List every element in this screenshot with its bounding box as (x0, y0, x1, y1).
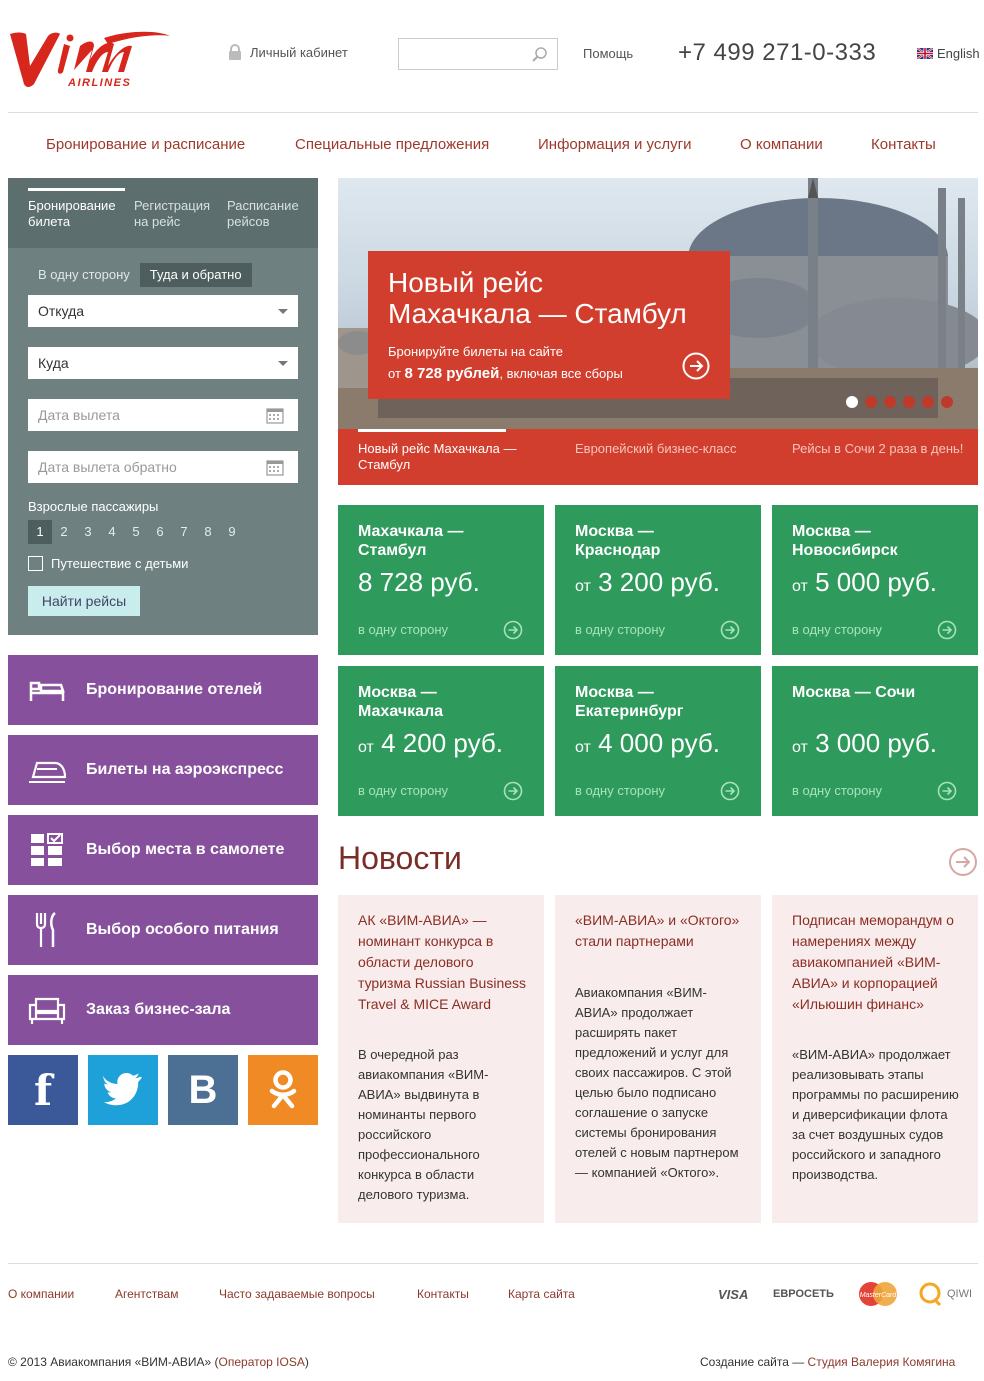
special-meal-button[interactable] (8, 895, 318, 965)
calendar-icon[interactable] (266, 406, 284, 424)
route-name (575, 683, 745, 721)
pax-option[interactable]: 6 (156, 524, 164, 539)
promo-title-line: Махачкала — Стамбул (388, 298, 687, 329)
travel-with-kids[interactable] (28, 556, 188, 571)
route-line: Махачкала — (358, 523, 464, 540)
qiwi-label: QIWI (947, 1288, 973, 1300)
arrow-right-circle-icon[interactable] (682, 352, 710, 380)
hero-banner (338, 178, 978, 485)
odnoklassniki-icon[interactable] (248, 1055, 318, 1125)
slider-tab[interactable] (792, 441, 963, 457)
arrow-right-circle-icon[interactable] (720, 620, 740, 640)
vk-icon[interactable]: B (168, 1055, 238, 1125)
tab-line: Расписание (227, 198, 299, 213)
service-label: Бронирование отелей (86, 681, 263, 698)
aeroexpress-button[interactable] (8, 735, 318, 805)
pax-option[interactable]: 3 (84, 524, 92, 539)
nav-special-offers[interactable]: Специальные предложения (295, 136, 490, 153)
news-card[interactable] (338, 895, 544, 1223)
route-line: Махачкала (358, 703, 444, 720)
route-name (358, 683, 528, 721)
route-line: Москва — (792, 523, 871, 540)
price-value: 8 728 руб. (358, 567, 480, 597)
visa-logo (718, 1280, 748, 1308)
trip-direction (28, 263, 252, 287)
depart-date-placeholder: Дата вылета (38, 407, 120, 423)
to-value: Куда (38, 355, 69, 371)
route-name (792, 522, 962, 560)
route-tile[interactable] (772, 666, 978, 816)
tab-line: на рейс (134, 214, 181, 229)
from-word: от (388, 366, 401, 381)
arrow-right-circle-icon[interactable] (937, 620, 957, 640)
promo-rest: , включая все сборы (499, 366, 623, 381)
arrow-right-circle-icon[interactable] (937, 781, 957, 801)
nav-booking[interactable]: Бронирование и расписание (46, 136, 246, 153)
service-label: Заказ бизнес-зала (86, 1001, 231, 1018)
price-value: 4 200 руб. (381, 728, 503, 758)
footer-link-about[interactable]: О компании (8, 1287, 75, 1301)
pax-option[interactable]: 1 (28, 520, 52, 544)
arrow-right-circle-icon[interactable] (503, 620, 523, 640)
slider-tab-line: Стамбул (358, 457, 411, 472)
studio-credit (700, 1355, 955, 1369)
studio-prefix: Создание сайта — (700, 1355, 808, 1369)
price-value: 3 000 руб. (815, 728, 937, 758)
route-price (575, 567, 720, 602)
seat-grid-icon (8, 833, 86, 867)
news-body: В очередной раз авиакомпания «ВИМ-АВИА» выдвинута в номинанты первого российского профессионального конкурса в области делового туризма. (358, 1047, 489, 1202)
studio-link[interactable]: Студия Валерия Комягина (807, 1355, 956, 1369)
from-value: Откуда (38, 303, 85, 319)
route-line: Краснодар (575, 542, 661, 559)
route-line: Стамбул (358, 542, 427, 559)
slider-dot[interactable] (941, 396, 953, 408)
from-word: от (358, 739, 374, 756)
route-name (358, 522, 528, 560)
route-line: Екатеринбург (575, 703, 684, 720)
iosa-link[interactable]: Оператор IOSA (218, 1355, 305, 1369)
pax-option[interactable]: 5 (132, 524, 140, 539)
booking-panel (8, 178, 318, 635)
arrow-right-circle-icon[interactable] (948, 847, 978, 877)
route-line: Москва — (358, 684, 437, 701)
route-price (792, 728, 937, 763)
slider-dot[interactable] (865, 396, 877, 408)
chevron-down-icon (278, 361, 288, 366)
pax-option[interactable]: 9 (228, 524, 236, 539)
promo-subtitle (388, 341, 623, 385)
slider-dot[interactable] (903, 396, 915, 408)
slider-tab-indicator (358, 429, 506, 432)
price-value: 3 200 руб. (598, 567, 720, 597)
depart-date-field[interactable] (28, 399, 298, 431)
footer-link-sitemap[interactable]: Карта сайта (508, 1287, 575, 1301)
footer-divider (8, 1263, 978, 1264)
promo-title (388, 267, 687, 329)
promo-title-line: Новый рейс (388, 267, 543, 298)
hotel-booking-button[interactable] (8, 655, 318, 725)
service-label: Выбор особого питания (86, 921, 279, 938)
route-line: Новосибирск (792, 542, 898, 559)
tab-ticket-booking[interactable] (28, 198, 116, 230)
one-way-note: в одну сторону (792, 783, 883, 798)
qiwi-icon (918, 1281, 944, 1307)
slider-tab[interactable] (575, 441, 736, 457)
promo-sub-line: Бронируйте билеты на сайте (388, 344, 563, 359)
tab-schedule[interactable] (227, 198, 299, 230)
active-tab-indicator (28, 188, 125, 191)
route-name (792, 683, 962, 702)
kids-checkbox[interactable] (28, 556, 43, 571)
pax-option[interactable]: 7 (180, 524, 188, 539)
qiwi-logo (918, 1280, 972, 1308)
route-tile[interactable] (772, 505, 978, 655)
news-body: Авиакомпания «ВИМ-АВИА» продолжает расширять пакет предложений и услуг для своих пассажиров. С этой целью было подписано соглашение о запуске системы бронирования отелей с новым партнером — компанией «Октого». (575, 985, 739, 1180)
visa-label: VISA (718, 1286, 749, 1302)
route-line: Москва — (575, 523, 654, 540)
arrow-right-circle-icon[interactable] (720, 781, 740, 801)
news-card[interactable] (772, 895, 978, 1223)
mastercard-logo (856, 1280, 900, 1308)
footer-link-faq[interactable]: Часто задаваемые вопросы (219, 1287, 375, 1301)
route-line: Москва — (575, 684, 654, 701)
tab-line: Бронирование (28, 198, 116, 213)
news-title[interactable]: Подписан меморандум о намерениях между авиакомпанией «ВИМ-АВИА» и корпорацией «Ильюшин финанс» (792, 912, 954, 1012)
news-title[interactable]: «ВИМ-АВИА» и «Октого» стали партнерами (575, 912, 740, 949)
language-label: English (937, 46, 980, 61)
tab-line: билета (28, 214, 71, 229)
search-input[interactable] (399, 39, 525, 69)
kids-label: Путешествие с детьми (51, 556, 189, 571)
slider-tabs (338, 429, 978, 485)
one-way-note: в одну сторону (358, 622, 449, 637)
return-date-placeholder: Дата вылета обратно (38, 459, 177, 475)
lock-icon (228, 44, 242, 60)
from-word: от (792, 739, 808, 756)
route-price (358, 728, 503, 763)
mastercard-label: MasterCard (859, 1292, 897, 1299)
arrow-right-circle-icon[interactable] (503, 781, 523, 801)
pax-option[interactable]: 4 (108, 524, 116, 539)
from-word: от (792, 578, 808, 595)
copyright-text: © 2013 Авиакомпания «ВИМ-АВИА» ( (8, 1355, 219, 1369)
price-value: 5 000 руб. (815, 567, 937, 597)
evroset-logo (773, 1280, 834, 1308)
one-way-button[interactable]: В одну сторону (38, 267, 130, 282)
slider-tab-line: Новый рейс Махачкала — (358, 441, 517, 456)
route-price (575, 728, 720, 763)
from-select[interactable] (28, 295, 298, 327)
booking-tabs (8, 178, 318, 248)
nav-info-services[interactable]: Информация и услуги (538, 136, 692, 153)
footer-link-contacts[interactable]: Контакты (417, 1287, 469, 1301)
from-word: от (575, 578, 591, 595)
service-label: Билеты на аэроэкспресс (86, 761, 284, 778)
uk-flag-icon (917, 48, 933, 59)
adult-passengers-label: Взрослые пассажиры (28, 499, 159, 514)
promo-price: 8 728 рублей (404, 365, 500, 382)
route-tile[interactable] (338, 666, 544, 816)
fork-knife-icon (8, 912, 86, 948)
chevron-down-icon (278, 309, 288, 314)
one-way-note: в одну сторону (358, 783, 449, 798)
bed-icon (8, 675, 86, 705)
personal-cabinet-label: Личный кабинет (250, 44, 348, 60)
price-value: 4 000 руб. (598, 728, 720, 758)
tab-checkin[interactable] (134, 198, 210, 230)
from-word: от (575, 739, 591, 756)
route-tile[interactable] (338, 505, 544, 655)
header-divider (8, 112, 978, 113)
header (0, 0, 984, 112)
calendar-icon[interactable] (266, 458, 284, 476)
twitter-icon[interactable] (88, 1055, 158, 1125)
pax-option[interactable]: 2 (60, 524, 68, 539)
train-icon (8, 755, 86, 785)
return-date-field[interactable] (28, 451, 298, 483)
one-way-note: в одну сторону (575, 783, 666, 798)
news-body: «ВИМ-АВИА» продолжает реализовывать этапы программы по расширению и диверсификации флота за счет воздушных судов российского и западного производства. (792, 1047, 959, 1182)
route-tile[interactable] (555, 666, 761, 816)
personal-cabinet-link[interactable] (228, 44, 348, 60)
route-price (792, 567, 937, 602)
footer-link-agencies[interactable]: Агентствам (115, 1287, 179, 1301)
slider-dot[interactable] (846, 396, 858, 408)
promo-price-line (388, 363, 623, 385)
news-title[interactable]: АК «ВИМ-АВИА» — номинант конкурса в области делового туризма Russian Business Travel & MICE Award (358, 912, 527, 1012)
find-flights-button[interactable]: Найти рейсы (28, 586, 140, 616)
vim-airlines-logo[interactable] (8, 26, 172, 90)
route-line: Москва — Сочи (792, 684, 916, 701)
one-way-note: в одну сторону (792, 622, 883, 637)
help-link[interactable]: Помощь (583, 46, 634, 61)
round-trip-button[interactable]: Туда и обратно (140, 263, 252, 287)
svg-text:AIRLINES: AIRLINES (68, 77, 132, 89)
search-icon[interactable] (531, 46, 549, 64)
language-switch[interactable] (917, 46, 980, 61)
slider-tab[interactable] (358, 441, 516, 473)
mastercard-icon (856, 1280, 900, 1308)
pax-option[interactable]: 8 (204, 524, 212, 539)
nav-contacts[interactable]: Контакты (871, 136, 936, 153)
armchair-icon (8, 995, 86, 1025)
one-way-note: в одну сторону (575, 622, 666, 637)
slider-dots (846, 396, 953, 408)
route-price (358, 567, 480, 602)
news-heading: Новости (338, 840, 462, 876)
route-name (575, 522, 745, 560)
tab-line: Регистрация (134, 198, 210, 213)
route-tile[interactable] (555, 505, 761, 655)
nav-about[interactable]: О компании (740, 136, 823, 153)
to-select[interactable] (28, 347, 298, 379)
phone-number: +7 499 271-0-333 (678, 39, 877, 66)
service-label: Выбор места в самолете (86, 841, 285, 858)
evroset-label: ЕВРОСЕТЬ (773, 1288, 834, 1300)
facebook-icon[interactable]: f (8, 1055, 78, 1125)
slider-dot[interactable] (922, 396, 934, 408)
slider-tab-line: Рейсы в Сочи 2 раза в день! (792, 441, 964, 456)
passenger-count-picker (28, 520, 244, 544)
copyright (8, 1355, 309, 1369)
business-lounge-button[interactable] (8, 975, 318, 1045)
promo-box[interactable] (368, 251, 730, 399)
tab-line: рейсов (227, 214, 270, 229)
search-box (398, 38, 558, 70)
slider-dot[interactable] (884, 396, 896, 408)
seat-selection-button[interactable] (8, 815, 318, 885)
news-card[interactable] (555, 895, 761, 1223)
slider-tab-line: Европейский бизнес-класс (575, 441, 737, 456)
copyright-end: ) (304, 1355, 309, 1369)
